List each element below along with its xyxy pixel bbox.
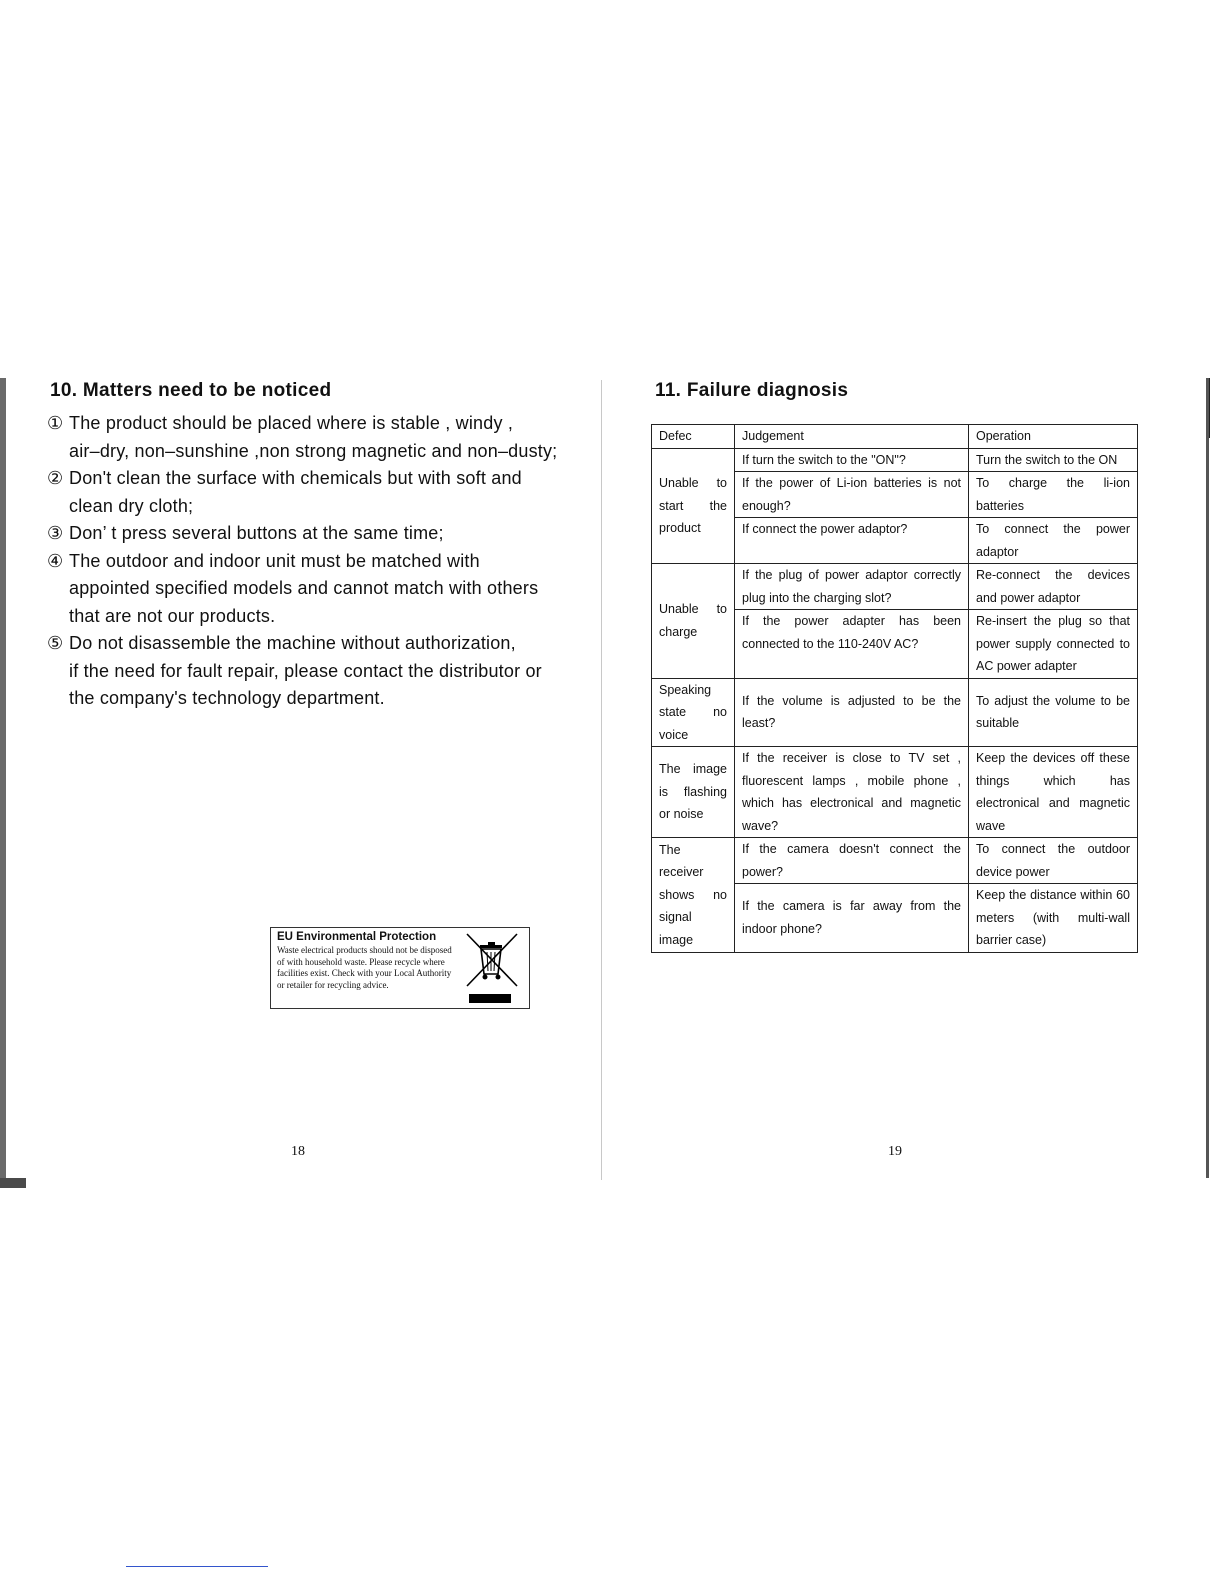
judgement-cell: If connect the power adaptor? bbox=[735, 518, 969, 564]
item-number: ⑤ bbox=[47, 633, 64, 653]
scan-edge-left-tail bbox=[0, 1178, 26, 1188]
section-title-notices: 10. Matters need to be noticed bbox=[50, 380, 332, 401]
notice-item bbox=[47, 465, 567, 520]
item-number: ① bbox=[47, 413, 64, 433]
defect-cell: The receiver shows no signal image bbox=[652, 838, 735, 953]
judgement-cell: If turn the switch to the "ON"? bbox=[735, 448, 969, 472]
notice-continuation: if the need for fault repair, please contact the distributor or the company's technology department. bbox=[69, 660, 542, 708]
scan-artifact-line bbox=[126, 1566, 268, 1567]
eu-marking-bar bbox=[469, 994, 511, 1003]
notice-text bbox=[69, 520, 567, 548]
defect-cell: Unable to start the product bbox=[652, 448, 735, 564]
judgement-cell: If the receiver is close to TV set , fluorescent lamps , mobile phone , which has electronical and magnetic wave? bbox=[735, 747, 969, 838]
notice-text bbox=[69, 630, 567, 713]
scan-edge-right bbox=[1206, 378, 1209, 1178]
operation-cell: Keep the devices off these things which has electronical and magnetic wave bbox=[969, 747, 1138, 838]
page-fold bbox=[601, 380, 602, 1180]
table-row bbox=[652, 564, 1138, 610]
table-row bbox=[652, 448, 1138, 472]
notice-list bbox=[47, 410, 567, 713]
page-number-left: 18 bbox=[291, 1144, 305, 1159]
table-row bbox=[652, 678, 1138, 747]
operation-cell: Turn the switch to the ON bbox=[969, 448, 1138, 472]
notice-item bbox=[47, 548, 567, 631]
notice-line: The outdoor and indoor unit must be matched with bbox=[69, 550, 480, 571]
operation-cell: To connect the outdoor device power bbox=[969, 838, 1138, 884]
notice-line: Don't clean the surface with chemicals but with soft and bbox=[69, 468, 522, 488]
eu-box-title: EU Environmental Protection bbox=[277, 931, 437, 943]
notice-line: Do not disassemble the machine without authorization, bbox=[69, 633, 516, 653]
judgement-cell: If the camera doesn't connect the power? bbox=[735, 838, 969, 884]
notice-text bbox=[69, 410, 567, 465]
notice-text bbox=[69, 465, 567, 520]
operation-cell: Re-connect the devices and power adaptor bbox=[969, 564, 1138, 610]
operation-cell: Keep the distance within 60 meters (with multi-wall barrier case) bbox=[969, 884, 1138, 953]
notice-line: The product should be placed where is stable , windy , bbox=[69, 413, 514, 433]
notice-continuation: air–dry, non–sunshine ,non strong magnetic and non–dusty; bbox=[69, 440, 558, 461]
defect-cell: Unable to charge bbox=[652, 564, 735, 679]
scan-edge-left bbox=[0, 378, 6, 1188]
item-number: ② bbox=[47, 468, 64, 488]
notice-continuation: appointed specified models and cannot match with others that are not our products. bbox=[69, 578, 539, 626]
operation-cell: To adjust the volume to be suitable bbox=[969, 678, 1138, 747]
notice-item bbox=[47, 520, 567, 548]
eu-box-text: Waste electrical products should not be disposed of with household waste. Please recycle where facilities exist. Check with your Local Authority or retailer for recycling advice. bbox=[277, 945, 452, 990]
judgement-cell: If the plug of power adaptor correctly plug into the charging slot? bbox=[735, 564, 969, 610]
notice-continuation: clean dry cloth; bbox=[69, 495, 194, 516]
header-operation: Operation bbox=[969, 425, 1138, 449]
judgement-cell: If the volume is adjusted to be the least? bbox=[735, 678, 969, 747]
notice-item bbox=[47, 410, 567, 465]
crossed-out-wheelie-bin-icon bbox=[465, 932, 519, 988]
notice-item bbox=[47, 630, 567, 713]
defect-cell: The image is flashing or noise bbox=[652, 747, 735, 838]
notice-text bbox=[69, 548, 567, 631]
section-title-failure-diagnosis: 11. Failure diagnosis bbox=[655, 380, 849, 401]
operation-cell: Re-insert the plug so that power supply connected to AC power adapter bbox=[969, 610, 1138, 679]
header-judgement: Judgement bbox=[735, 425, 969, 449]
notice-line: Don’ t press several buttons at the same time; bbox=[69, 523, 444, 543]
item-number: ③ bbox=[47, 523, 64, 543]
judgement-cell: If the power of Li-ion batteries is not enough? bbox=[735, 472, 969, 518]
judgement-cell: If the power adapter has been connected to the 110-240V AC? bbox=[735, 610, 969, 679]
page-number-right: 19 bbox=[888, 1144, 902, 1159]
table-header-row bbox=[652, 425, 1138, 449]
table-row bbox=[652, 838, 1138, 884]
failure-diagnosis-table bbox=[651, 424, 1138, 953]
header-defect: Defec bbox=[652, 425, 735, 449]
item-number: ④ bbox=[47, 550, 64, 571]
defect-cell: Speaking state no voice bbox=[652, 678, 735, 747]
eu-environmental-protection-box bbox=[270, 927, 530, 1009]
table-row bbox=[652, 747, 1138, 838]
operation-cell: To charge the li-ion batteries bbox=[969, 472, 1138, 518]
judgement-cell: If the camera is far away from the indoor phone? bbox=[735, 884, 969, 953]
operation-cell: To connect the power adaptor bbox=[969, 518, 1138, 564]
